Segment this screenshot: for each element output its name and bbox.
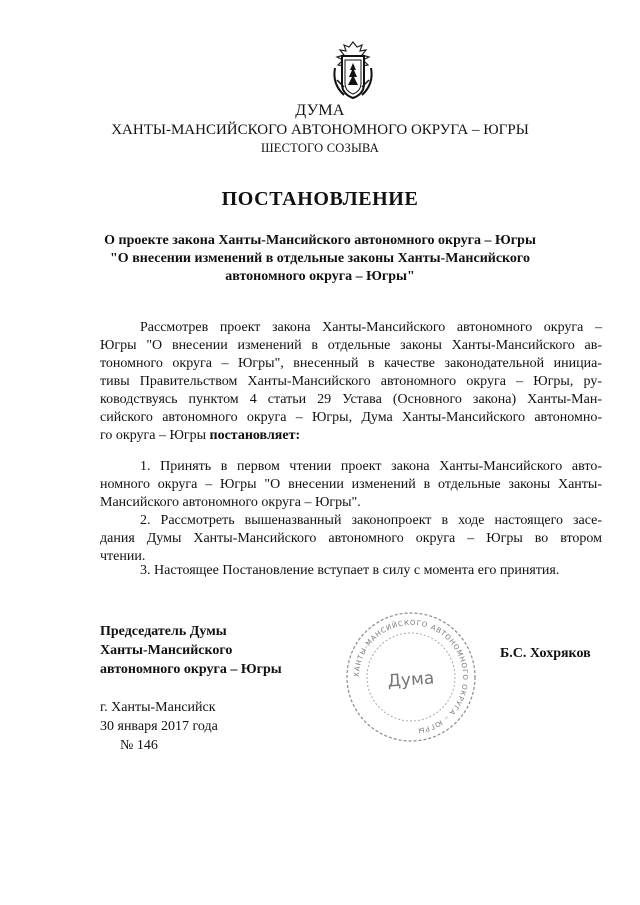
subject-line: автономного округа – Югры" xyxy=(225,269,415,284)
text-line: 2. Рассмотреть вышеназванный законопроект в ходе настоящего засе- xyxy=(140,513,602,528)
text-line: тономного округа – Югры", внесенный в качестве законодательной инициа- xyxy=(100,356,602,371)
resolves-keyword: постановляет: xyxy=(209,428,301,443)
official-stamp xyxy=(343,609,479,745)
text-line: тивы Правительством Ханты-Мансийского автономного округа – Югры, ру- xyxy=(100,374,602,389)
org-convocation: ШЕСТОГО СОЗЫВА xyxy=(260,141,380,155)
document-date: 30 января 2017 года xyxy=(100,719,218,734)
text-line: дания Думы Ханты-Мансийского автономного округа – Югры во втором xyxy=(100,531,602,546)
text-line: чтении. xyxy=(100,549,146,564)
text-line: сийского автономного округа – Югры, Дума Ханты-Мансийского автономно- xyxy=(100,410,602,425)
text-line: 1. Принять в первом чтении проект закона Ханты-Мансийского авто- xyxy=(140,459,602,474)
coat-of-arms-icon xyxy=(329,40,377,102)
preamble-end-text: го округа – Югры xyxy=(100,428,207,443)
signer-position: автономного округа – Югры xyxy=(100,662,282,677)
text-line: ководствуясь пунктом 4 статьи 29 Устава (Основного закона) Ханты-Ман- xyxy=(100,392,602,407)
text-line: номного округа – Югры "О внесении изменений в отдельные законы Ханты- xyxy=(100,477,602,492)
document-city: г. Ханты-Мансийск xyxy=(100,700,216,715)
signer-name: Б.С. Хохряков xyxy=(500,646,591,661)
document-type-title: ПОСТАНОВЛЕНИЕ xyxy=(221,188,419,210)
text-line: Мансийского автономного округа – Югры". xyxy=(100,495,361,510)
text-line: Югры "О внесении изменений в отдельные законы Ханты-Мансийского ав- xyxy=(100,338,602,353)
text-line: 3. Настоящее Постановление вступает в силу с момента его принятия. xyxy=(140,563,560,578)
subject-line: О проекте закона Ханты-Мансийского автономного округа – Югры xyxy=(104,233,536,248)
resolution-item-1 xyxy=(100,458,602,512)
resolution-item-3 xyxy=(100,562,602,580)
org-region: ХАНТЫ-МАНСИЙСКОГО АВТОНОМНОГО ОКРУГА – ЮГРЫ xyxy=(111,122,529,138)
preamble-paragraph xyxy=(100,319,602,445)
text-line: Рассмотрев проект закона Ханты-Мансийского автономного округа – xyxy=(140,320,602,335)
resolution-item-2 xyxy=(100,512,602,566)
org-name: ДУМА xyxy=(295,102,345,119)
signer-position: Ханты-Мансийского xyxy=(100,643,233,658)
signer-position: Председатель Думы xyxy=(100,624,227,639)
subject-line: "О внесении изменений в отдельные законы Ханты-Мансийского xyxy=(110,251,530,266)
stamp-center-text: Дума xyxy=(386,668,435,692)
text-line xyxy=(100,427,602,445)
stamp-ring-text: ХАНТЫ-МАНСИЙСКОГО АВТОНОМНОГО ОКРУГА – ЮГРЫ xyxy=(352,618,470,735)
document-number: № 146 xyxy=(120,738,158,753)
